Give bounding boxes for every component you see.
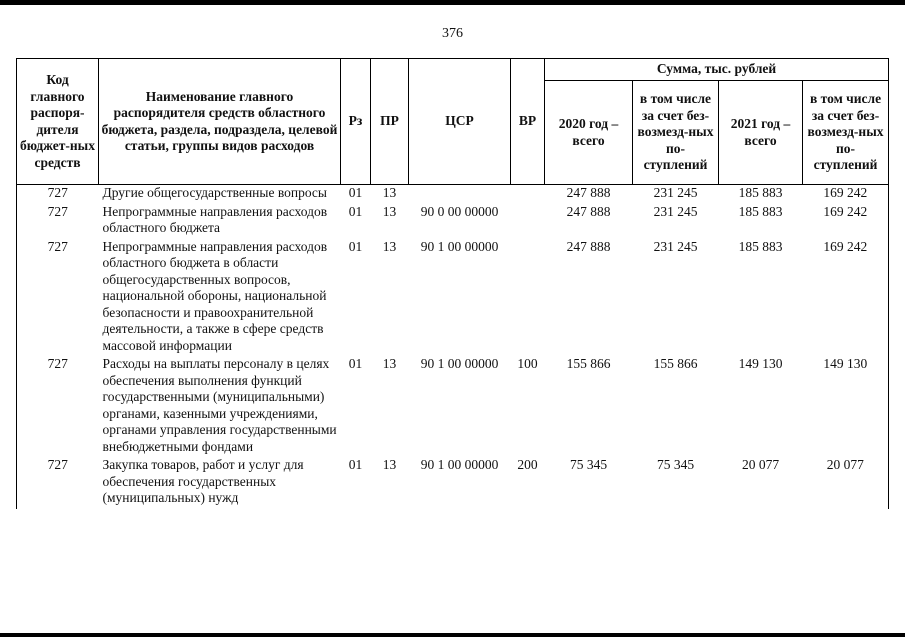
page-number: 376	[442, 26, 463, 41]
cell-2020-total: 247 888	[566, 238, 611, 254]
header-vr: ВР	[511, 59, 545, 185]
header-2021-total: 2021 год – всего	[719, 81, 803, 185]
header-2020-total: 2020 год – всего	[545, 81, 633, 185]
cell-pr: 13	[382, 457, 397, 472]
table-row	[17, 356, 889, 457]
cell-csr: 90 1 00 00000	[420, 238, 499, 254]
cell-rz: 01	[348, 457, 363, 472]
table-row	[17, 457, 889, 509]
cell-2020-free: 231 245	[653, 203, 698, 219]
cell-rz: 01	[348, 238, 363, 254]
cell-2020-free: 75 345	[656, 457, 695, 472]
cell-2021-free: 20 077	[803, 457, 889, 509]
cell-vr: 100	[517, 356, 538, 371]
cell-vr	[511, 239, 545, 357]
cell-code: 727	[17, 239, 99, 357]
cell-csr	[409, 185, 511, 204]
cell-code: 727	[17, 457, 99, 509]
cell-2020-total: 155 866	[566, 356, 611, 371]
cell-code: 727	[17, 204, 99, 239]
cell-pr: 13	[382, 185, 397, 200]
cell-2020-total: 75 345	[569, 457, 608, 472]
cell-2020-free: 155 866	[653, 356, 698, 371]
header-rz: Рз	[341, 59, 371, 185]
table-row	[17, 204, 889, 239]
cell-2021-free: 169 242	[803, 204, 889, 239]
header-2021-free: в том числе за счет без-возмезд-ных по-ступлений	[803, 81, 889, 185]
header-2020-free: в том числе за счет без-возмезд-ных по-ступлений	[633, 81, 719, 185]
cell-csr: 90 0 00 00000	[420, 203, 499, 219]
cell-name: Другие общегосударственные вопросы	[102, 185, 327, 200]
cell-code: 727	[17, 185, 99, 204]
cell-name: Расходы на выплаты персоналу в целях обеспечения выполнения функций государственными (муниципальными) органами, казенными учреждениями, органами управления государственными внебюджетными фондами	[102, 356, 337, 454]
cell-csr: 90 1 00 00000	[420, 356, 499, 371]
cell-rz: 01	[348, 185, 363, 200]
header-code: Код главного распоря-дителя бюджет-ных средств	[17, 59, 99, 185]
cell-name: Непрограммные направления расходов областного бюджета в области общегосударственных вопросов, национальной обороны, национальной безопасности и правоохранительной деятельности, а также в сфере средств массовой информации	[102, 238, 328, 353]
cell-2021-total: 185 883	[738, 203, 783, 219]
cell-name: Закупка товаров, работ и услуг для обеспечения государственных (муниципальных) нужд	[102, 457, 304, 505]
cell-csr: 90 1 00 00000	[420, 457, 499, 472]
cell-2020-free: 231 245	[653, 185, 698, 200]
cell-vr: 200	[517, 457, 538, 472]
cell-vr	[511, 185, 545, 204]
cell-rz: 01	[348, 356, 363, 371]
cell-pr: 13	[382, 356, 397, 371]
header-pr: ПР	[371, 59, 409, 185]
cell-2020-total: 247 888	[566, 203, 611, 219]
cell-2021-free: 169 242	[803, 239, 889, 357]
budget-table	[16, 58, 889, 509]
cell-2020-free: 231 245	[653, 238, 698, 254]
cell-2021-total: 185 883	[738, 185, 783, 200]
cell-2021-free: 169 242	[803, 185, 889, 204]
table-row	[17, 239, 889, 357]
cell-rz: 01	[348, 203, 363, 219]
table-row	[17, 185, 889, 204]
cell-vr	[511, 204, 545, 239]
cell-code: 727	[17, 356, 99, 457]
cell-2021-total: 185 883	[738, 238, 783, 254]
cell-2021-total: 20 077	[741, 457, 780, 472]
bottom-rule	[0, 633, 905, 637]
header-name: Наименование главного распорядителя средств областного бюджета, раздела, подраздела, целевой статьи, группы видов расходов	[99, 59, 341, 185]
header-csr: ЦСР	[409, 59, 511, 185]
cell-2021-free: 149 130	[803, 356, 889, 457]
cell-pr: 13	[382, 238, 397, 254]
cell-2020-total: 247 888	[566, 185, 611, 200]
top-rule	[0, 0, 905, 5]
cell-name: Непрограммные направления расходов областного бюджета	[102, 203, 328, 235]
cell-2021-total: 149 130	[738, 356, 783, 371]
header-sum: Сумма, тыс. рублей	[545, 59, 889, 81]
cell-pr: 13	[382, 203, 397, 219]
